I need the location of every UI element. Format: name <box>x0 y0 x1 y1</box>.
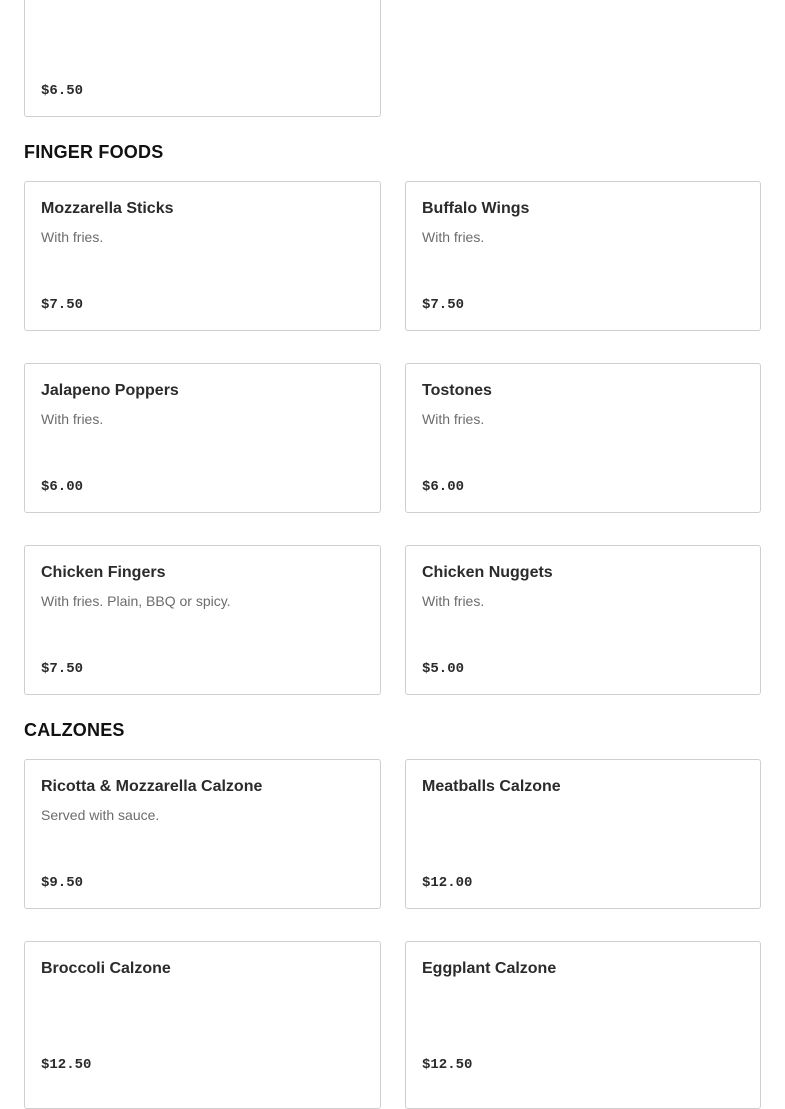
menu-item-price: $12.50 <box>422 1057 473 1073</box>
menu-item-name: Eggplant Calzone <box>422 960 557 977</box>
section-title-calzones: CALZONES <box>24 720 125 740</box>
menu-item-name: Mozzarella Sticks <box>41 200 174 217</box>
menu-item-card[interactable] <box>405 181 761 331</box>
menu-item-price: $12.50 <box>41 1057 92 1073</box>
menu-item-price: $9.50 <box>41 875 84 891</box>
menu-item-description: With fries. <box>422 229 485 245</box>
menu-item-card[interactable] <box>24 941 381 1109</box>
menu-item-name: Ricotta & Mozzarella Calzone <box>41 778 263 795</box>
menu-item-price: $7.50 <box>41 297 84 313</box>
menu-item-card[interactable] <box>405 759 761 909</box>
menu-item-price: $6.50 <box>41 83 84 99</box>
menu-item-price: $7.50 <box>422 297 465 313</box>
menu-item-name: Chicken Nuggets <box>422 564 553 581</box>
menu-item-name: Chicken Fingers <box>41 564 166 581</box>
menu-item-price: $12.00 <box>422 875 473 891</box>
menu-item-description: With fries. Plain, BBQ or spicy. <box>41 593 231 609</box>
menu-item-card[interactable] <box>24 759 381 909</box>
menu-item-price: $6.00 <box>422 479 465 495</box>
menu-item-card[interactable] <box>24 545 381 695</box>
menu-item-price: $7.50 <box>41 661 84 677</box>
menu-item-card[interactable] <box>24 0 381 117</box>
menu-item-card[interactable] <box>24 363 381 513</box>
menu-item-description: Served with sauce. <box>41 807 160 823</box>
menu-item-description: With fries. <box>41 411 104 427</box>
menu-item-card[interactable] <box>24 181 381 331</box>
menu-item-name: Buffalo Wings <box>422 200 530 217</box>
menu-item-name: Tostones <box>422 382 492 399</box>
menu-item-name: Broccoli Calzone <box>41 960 171 977</box>
menu-item-name: Jalapeno Poppers <box>41 382 179 399</box>
menu-item-description: With fries. <box>41 229 104 245</box>
menu-item-card[interactable] <box>405 941 761 1109</box>
menu-item-description: With fries. <box>422 411 485 427</box>
section-title-finger-foods: FINGER FOODS <box>24 142 164 162</box>
menu-item-name: Meatballs Calzone <box>422 778 561 795</box>
menu-item-card[interactable] <box>405 363 761 513</box>
menu-item-price: $5.00 <box>422 661 465 677</box>
menu-item-description: With fries. <box>422 593 485 609</box>
menu-item-card[interactable] <box>405 545 761 695</box>
menu-item-price: $6.00 <box>41 479 84 495</box>
